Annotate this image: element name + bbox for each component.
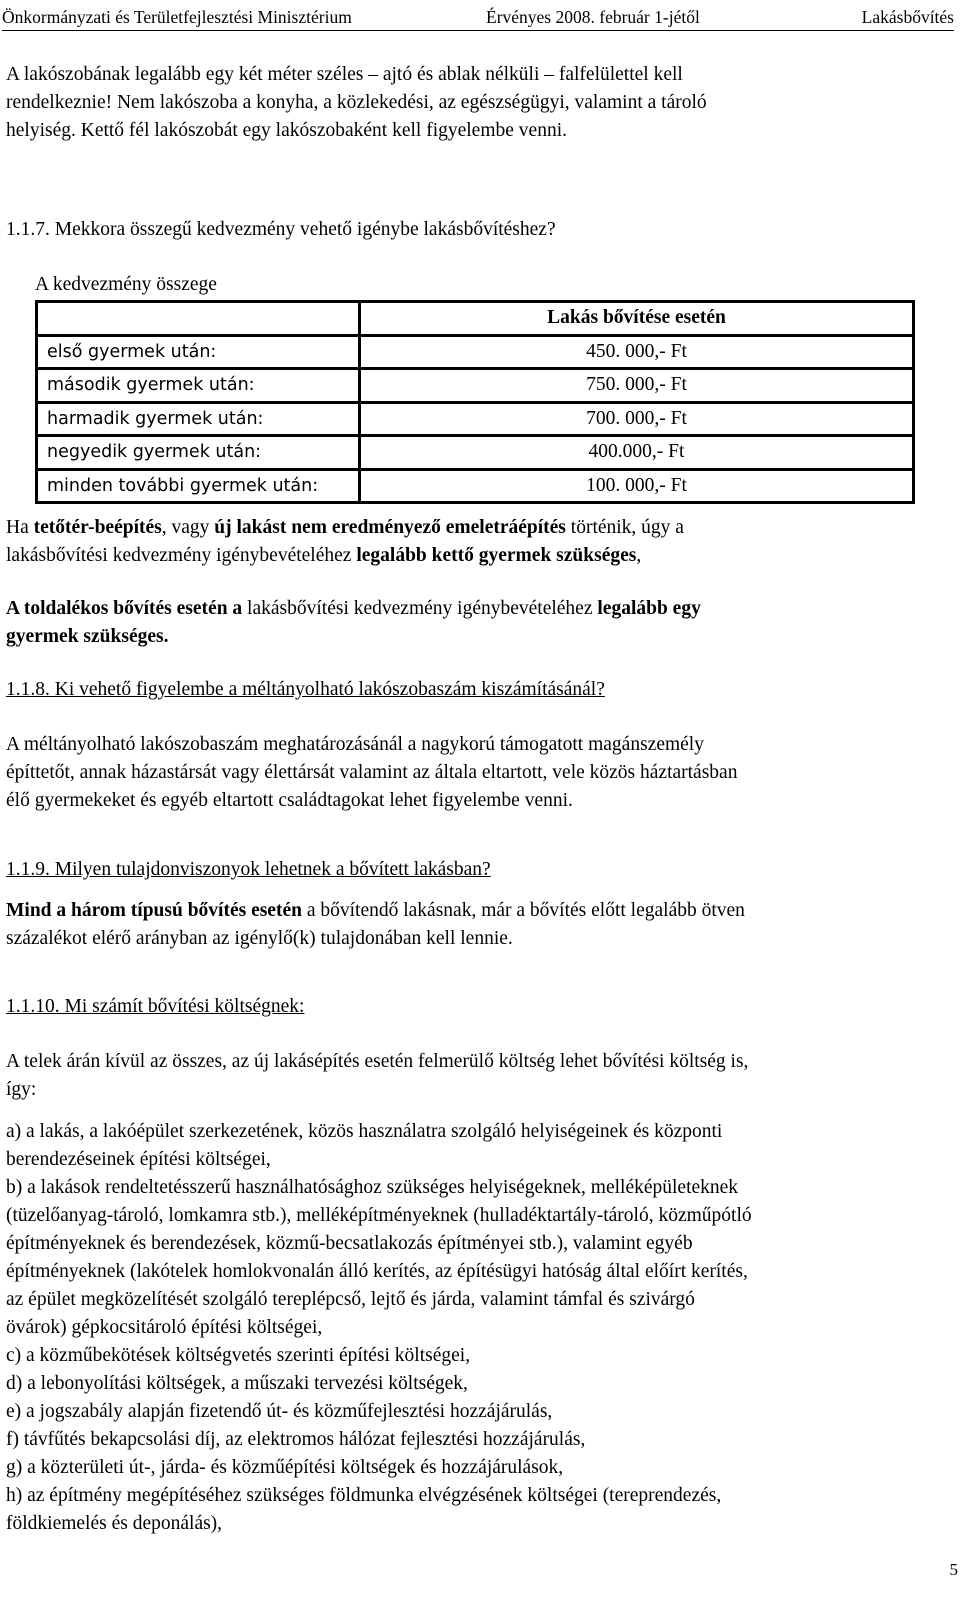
table-row (37, 335, 914, 369)
row-label: negyedik gyermek után: (37, 436, 360, 470)
paragraph-line: A telek árán kívül az összes, az új lakásépítés esetén felmerülő költség lehet bővítési költség is, (6, 1051, 749, 1072)
section-119-heading: 1.1.9. Milyen tulajdonviszonyok lehetnek a bővített lakásban? (6, 859, 491, 880)
note-bold: gyermek szükséges. (6, 626, 169, 647)
section-1110-intro (6, 1048, 954, 1104)
note-text: , (636, 545, 642, 566)
paragraph-line: építtetőt, annak házastársát vagy élettársát valamint az általa eltartott, vele közös háztartásban (6, 762, 738, 783)
section-118-heading: 1.1.8. Ki vehető figyelembe a méltányolható lakószobaszám kiszámításánál? (6, 679, 605, 700)
section-119-paragraph (6, 897, 954, 953)
list-item: d) a lebonyolítási költségek, a műszaki tervezési költségek, (6, 1373, 468, 1394)
header-ministry: Önkormányzati és Területfejlesztési Minisztérium (2, 7, 352, 27)
note-text: történik, úgy a (565, 517, 684, 538)
note-bold: legalább egy (597, 598, 701, 619)
section-1110-heading-wrap (6, 993, 954, 1021)
list-item: c) a közműbekötések költségvetés szerinti építési költségei, (6, 1345, 471, 1366)
paragraph-line: így: (6, 1079, 37, 1100)
row-label: minden további gyermek után: (37, 469, 360, 503)
note-bold: legalább kettő gyermek szükséges (356, 545, 637, 566)
list-item: építményeknek (lakótelek homlokvonalán álló kerítés, az építésügyi hatóság által előírt kerítés, (6, 1261, 748, 1282)
list-item: berendezéseinek építési költségei, (6, 1149, 271, 1170)
column-header: Lakás bővítése esetén (360, 302, 914, 336)
paragraph-line (6, 897, 954, 925)
note-line (6, 595, 954, 623)
page-number: 5 (949, 1560, 958, 1579)
list-item: a) a lakás, a lakóépület szerkezetének, közös használatra szolgáló helyiségeinek és központi (6, 1121, 723, 1142)
header-validity: Érvényes 2008. február 1-jétől (486, 7, 700, 27)
section-118-paragraph (6, 731, 954, 815)
row-value: 700. 000,- Ft (360, 402, 914, 436)
table-header-row (37, 302, 914, 336)
note-bold: A toldalékos bővítés esetén a (6, 598, 243, 619)
section-117-heading: 1.1.7. Mekkora összegű kedvezmény vehető igénybe lakásbővítéshez? (6, 219, 556, 240)
list-item: h) az építmény megépítéséhez szükséges földmunka elvégzésének költségei (tereprendezés, (6, 1485, 722, 1506)
note-line (6, 514, 954, 542)
paragraph-line: A méltányolható lakószobaszám meghatározásánál a nagykorú támogatott magánszemély (6, 734, 704, 755)
row-value: 400.000,- Ft (360, 436, 914, 470)
list-item: övárok) gépkocsitároló építési költségei, (6, 1317, 323, 1338)
note-line (6, 542, 954, 570)
paragraph-line: százalékot elérő arányban az igénylő(k) tulajdonában kell lennie. (6, 928, 513, 949)
benefit-table (35, 300, 915, 504)
list-item: földkiemelés és deponálás), (6, 1513, 223, 1534)
paragraph-line: élő gyermekeket és egyéb eltartott családtagokat lehet figyelembe venni. (6, 790, 573, 811)
section-1110-heading: 1.1.10. Mi számít bővítési költségnek: (6, 996, 305, 1017)
table-row (37, 469, 914, 503)
row-label: első gyermek után: (37, 335, 360, 369)
note-text: lakásbővítési kedvezmény igénybevételéhez (242, 598, 598, 619)
list-item: az épület megközelítését szolgáló tereplépcső, lejtő és járda, valamint támfal és szivárgó (6, 1289, 695, 1310)
table-row (37, 369, 914, 403)
list-item: (tüzelőanyag-tároló, lomkamra stb.), melléképítményeknek (hulladéktartály-tároló, közműpótló (6, 1205, 752, 1226)
note-attic-paragraph (6, 514, 954, 570)
row-value: 750. 000,- Ft (360, 369, 914, 403)
table-row (37, 402, 914, 436)
row-label: második gyermek után: (37, 369, 360, 403)
row-value: 100. 000,- Ft (360, 469, 914, 503)
row-value: 450. 000,- Ft (360, 335, 914, 369)
list-item: g) a közterületi út-, járda- és közműépítési költségek és hozzájárulások, (6, 1457, 564, 1478)
note-text: Ha (6, 517, 34, 538)
paragraph-text: a bővítendő lakásnak, már a bővítés előtt legalább ötven (301, 900, 745, 921)
intro-line: helyiség. Kettő fél lakószobát egy lakószobaként kell figyelembe venni. (6, 120, 567, 141)
header-topic: Lakásbővítés (861, 7, 954, 27)
note-bold: tetőtér-beépítés (33, 517, 162, 538)
list-item: f) távfűtés bekapcsolási díj, az elektromos hálózat fejlesztési hozzájárulás, (6, 1429, 586, 1450)
paragraph-bold: Mind a három típusú bővítés esetén (6, 900, 302, 921)
page-header (2, 4, 954, 31)
cost-list (6, 1118, 954, 1538)
note-bold: új lakást nem eredményező emeletráépítés (214, 517, 566, 538)
note-extension-paragraph (6, 595, 954, 651)
intro-line: A lakószobának legalább egy két méter széles – ajtó és ablak nélküli – falfelülettel kell (6, 64, 683, 85)
list-item: b) a lakások rendeltetésszerű használhatósághoz szükséges helyiségeknek, melléképületeknek (6, 1177, 739, 1198)
list-item: e) a jogszabály alapján fizetendő út- és közműfejlesztési hozzájárulás, (6, 1401, 553, 1422)
table-header-empty-cell (37, 302, 360, 336)
note-text: , vagy (161, 517, 215, 538)
note-line (6, 623, 954, 651)
intro-line: rendelkeznie! Nem lakószoba a konyha, a közlekedési, az egészségügyi, valamint a tároló (6, 92, 707, 113)
row-label: harmadik gyermek után: (37, 402, 360, 436)
table-row (37, 436, 914, 470)
note-text: lakásbővítési kedvezmény igénybevételéhez (6, 545, 357, 566)
list-item: építményeknek és berendezések, közmű-becsatlakozás építményei stb.), valamint egyéb (6, 1233, 693, 1254)
intro-paragraph (6, 61, 954, 145)
table-title: A kedvezmény összege (35, 274, 217, 295)
